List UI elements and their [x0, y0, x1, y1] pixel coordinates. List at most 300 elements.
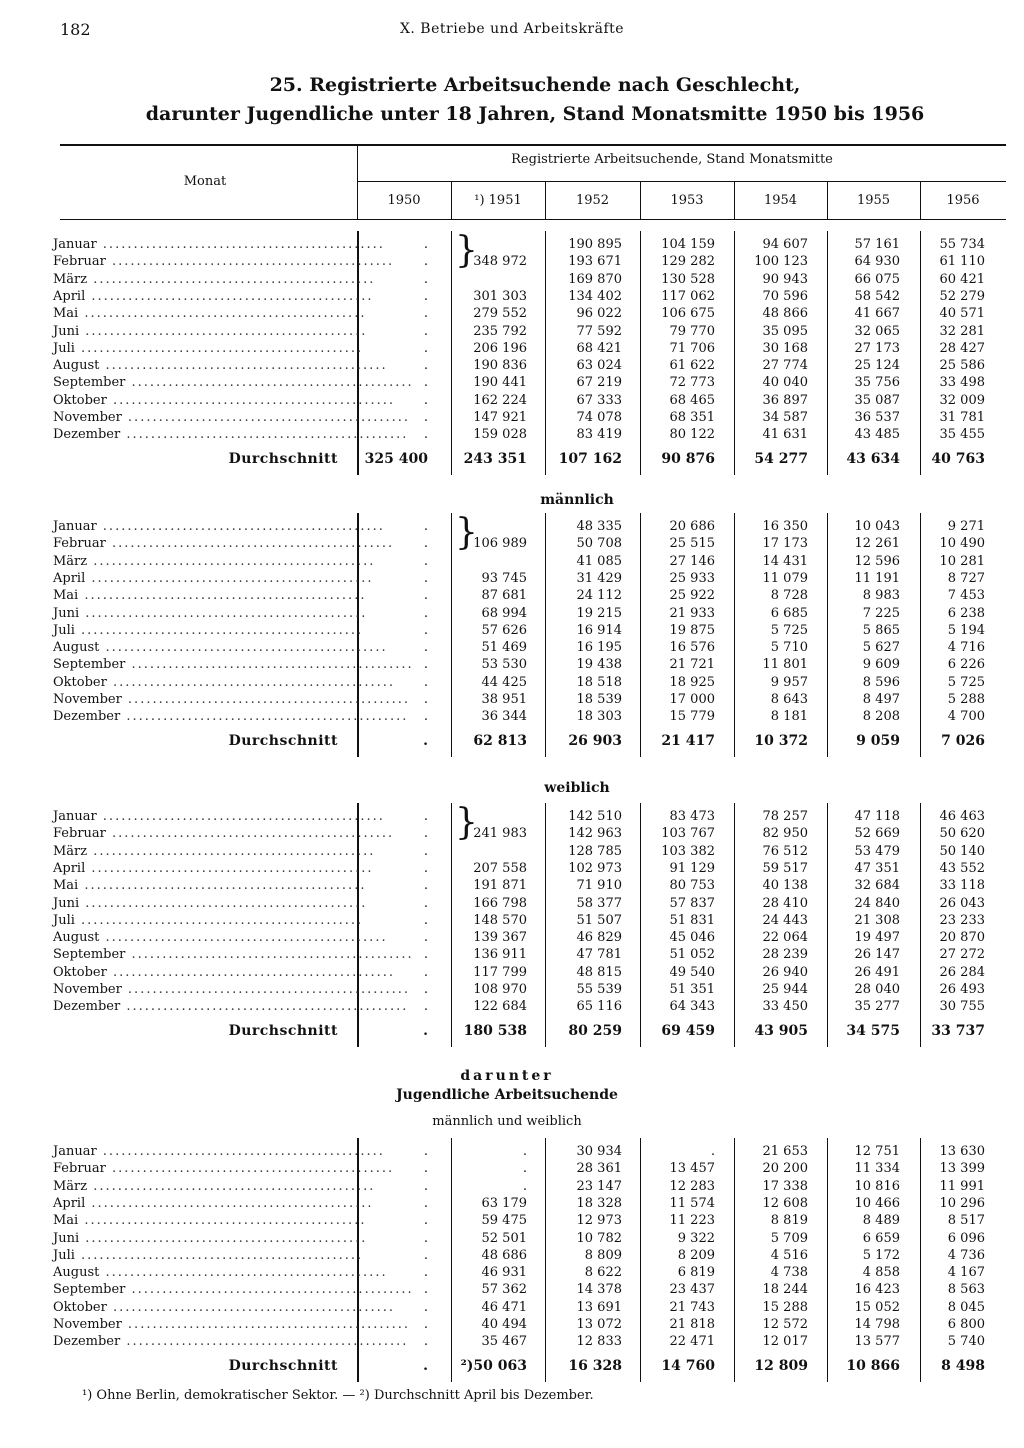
table-cell: .	[423, 1213, 428, 1229]
table-cell: 21 308	[854, 912, 900, 928]
month-label	[53, 271, 376, 287]
leader-dots: ..............................................	[121, 692, 411, 707]
table-cell: 5 288	[947, 692, 985, 707]
table-cell: 16 195	[576, 640, 622, 656]
table-cell: 15 052	[854, 1299, 900, 1315]
table-cell: 32 684	[854, 878, 900, 894]
table-cell: 21 818	[669, 1317, 715, 1332]
month-name: Januar	[53, 519, 97, 534]
table-cell: 35 095	[762, 323, 808, 339]
table-cell: 19 438	[576, 657, 622, 673]
table-cell: 41 631	[762, 427, 808, 443]
table-cell: 4 736	[947, 1247, 985, 1263]
table-cell: 136 911	[473, 947, 527, 963]
leader-dots: ..............................................	[105, 826, 395, 842]
month-name: März	[53, 553, 88, 569]
table-cell: 12 017	[762, 1334, 808, 1350]
table-cell: 59 475	[481, 1213, 527, 1229]
table-cell: .	[522, 1144, 527, 1159]
header-mid-rule	[357, 181, 1006, 182]
table-cell: 68 994	[481, 605, 527, 621]
table-cell: 18 518	[576, 674, 622, 690]
table-cell: 21 721	[669, 657, 715, 673]
month-label	[53, 427, 409, 443]
month-label	[53, 323, 368, 339]
average-cell: 62 813	[473, 732, 527, 749]
leader-dots: ..............................................	[106, 964, 396, 980]
leader-dots: ..............................................	[74, 912, 364, 928]
table-cell: .	[522, 1178, 527, 1194]
table-cell: 49 540	[669, 964, 715, 980]
table-cell: .	[423, 878, 428, 894]
table-cell: .	[423, 999, 428, 1015]
table-cell: 27 272	[939, 947, 985, 963]
table-cell: 8 596	[862, 674, 900, 690]
table-cell: 26 284	[939, 964, 985, 980]
month-name: Oktober	[53, 674, 107, 690]
month-label	[53, 358, 388, 374]
table-cell: 26 043	[939, 895, 985, 911]
table-cell: 40 494	[481, 1317, 527, 1332]
leader-dots: ..............................................	[74, 622, 364, 638]
month-name: Juli	[53, 912, 75, 928]
table-cell: .	[423, 674, 428, 690]
month-label	[53, 640, 388, 656]
month-label	[53, 1334, 409, 1350]
table-cell: 52 669	[854, 826, 900, 842]
month-name: Juni	[53, 605, 80, 621]
month-label	[53, 1195, 374, 1211]
table-cell: 35 756	[854, 375, 900, 391]
month-label	[53, 1144, 385, 1159]
table-cell: .	[423, 519, 428, 534]
table-cell: 43 552	[939, 860, 985, 876]
table-cell: 18 539	[576, 692, 622, 707]
table-cell: 18 328	[576, 1195, 622, 1211]
month-label	[53, 1178, 376, 1194]
table-cell: .	[423, 692, 428, 707]
table-cell: 41 085	[576, 553, 622, 569]
table-cell: 30 934	[576, 1144, 622, 1159]
month-label	[53, 912, 364, 928]
table-cell: 53 530	[481, 657, 527, 673]
table-cell: 17 000	[669, 692, 715, 707]
leader-dots: ..............................................	[125, 1282, 414, 1298]
month-label	[53, 657, 414, 673]
table-cell: 35 087	[854, 392, 900, 408]
table-cell: 44 425	[481, 674, 527, 690]
average-cell: ²)50 063	[460, 1357, 527, 1374]
table-cell: .	[423, 1230, 428, 1246]
table-cell: 8 643	[770, 692, 808, 707]
table-cell: 12 751	[854, 1144, 900, 1159]
table-cell: .	[423, 860, 428, 876]
table-cell: 72 773	[669, 375, 715, 391]
table-cell: 5 710	[770, 640, 808, 656]
average-cell: 7 026	[941, 732, 985, 749]
table-cell: 24 112	[576, 588, 622, 604]
table-cell: 16 423	[854, 1282, 900, 1298]
table-cell: .	[423, 254, 428, 270]
table-cell: 31 781	[939, 410, 985, 425]
table-cell: 48 686	[481, 1247, 527, 1263]
table-cell: 103 382	[661, 843, 715, 859]
month-label	[53, 930, 388, 946]
header-year: 1955	[856, 193, 891, 208]
table-cell: 74 078	[576, 410, 622, 425]
table-cell: 33 118	[939, 878, 985, 894]
leader-dots: ..............................................	[120, 427, 409, 443]
table-cell: 8 517	[947, 1213, 985, 1229]
table-cell: 8 045	[947, 1299, 985, 1315]
month-name: Juni	[53, 895, 80, 911]
month-label	[53, 254, 395, 270]
leader-dots: ..............................................	[85, 1195, 374, 1211]
month-name: Januar	[53, 237, 97, 252]
month-name: Mai	[53, 878, 79, 894]
table-cell: 8 181	[770, 709, 808, 725]
month-label	[53, 999, 409, 1015]
table-cell: 46 829	[576, 930, 622, 946]
table-cell: 6 659	[862, 1230, 900, 1246]
header-year: 1954	[763, 193, 798, 208]
table-cell: 12 261	[854, 536, 900, 552]
table-cell: 10 043	[854, 519, 900, 534]
header-year: 1953	[670, 193, 704, 208]
table-cell: 190 836	[473, 358, 527, 374]
table-cell: 18 925	[669, 674, 715, 690]
average-cell: 40 763	[931, 450, 985, 467]
month-name: August	[53, 640, 100, 656]
brace-glyph: }	[455, 512, 478, 553]
month-label	[53, 288, 374, 304]
table-cell: 5 725	[947, 674, 985, 690]
section-label-weiblich: weiblich	[544, 780, 610, 796]
table-cell: 31 429	[576, 570, 622, 586]
table-cell: 63 024	[576, 358, 622, 374]
table-cell: 55 539	[576, 982, 622, 997]
table-cell: 8 563	[947, 1282, 985, 1298]
month-name: Februar	[53, 1161, 106, 1177]
table-cell: 90 943	[762, 271, 808, 287]
table-cell: 6 226	[947, 657, 985, 673]
table-cell: 4 858	[862, 1265, 900, 1281]
table-cell: 8 497	[862, 692, 900, 707]
leader-dots: ..............................................	[87, 1178, 376, 1194]
table-cell: 10 490	[939, 536, 985, 552]
month-name: Dezember	[53, 1334, 121, 1350]
table-cell: 5 709	[770, 1230, 808, 1246]
table-cell: .	[423, 570, 428, 586]
month-label	[53, 622, 364, 638]
table-cell: 8 728	[770, 588, 808, 604]
table-cell: 28 239	[762, 947, 808, 963]
table-cell: 6 819	[677, 1265, 715, 1281]
table-cell: .	[423, 709, 428, 725]
table-cell: 11 801	[762, 657, 808, 673]
table-cell: 34 587	[762, 410, 808, 425]
table-cell: 10 816	[854, 1178, 900, 1194]
table-cell: 11 191	[854, 570, 900, 586]
average-cell: 90 876	[661, 450, 715, 467]
month-name: September	[53, 375, 126, 391]
table-cell: 190 895	[568, 237, 622, 252]
table-cell: 166 798	[473, 895, 527, 911]
leader-dots: ..............................................	[85, 288, 374, 304]
table-cell: .	[423, 1247, 428, 1263]
table-cell: 10 782	[576, 1230, 622, 1246]
table-cell: 19 497	[854, 930, 900, 946]
table-cell: 26 940	[762, 964, 808, 980]
leader-dots: ..............................................	[87, 271, 376, 287]
table-cell: 128 785	[568, 843, 622, 859]
month-label	[53, 1299, 396, 1315]
table-title-line2: darunter Jugendliche unter 18 Jahren, Stand Monatsmitte 1950 bis 1956	[145, 103, 925, 125]
month-name: März	[53, 271, 88, 287]
month-label	[53, 306, 367, 322]
table-cell: 9 957	[770, 674, 808, 690]
average-label: Durchschnitt	[228, 732, 338, 749]
average-cell: 180 538	[463, 1022, 527, 1039]
table-cell: 207 558	[473, 860, 527, 876]
leader-dots: ..............................................	[125, 947, 414, 963]
month-name: August	[53, 930, 100, 946]
month-name: August	[53, 358, 100, 374]
month-name: September	[53, 947, 126, 963]
table-cell: 5 865	[862, 622, 900, 638]
table-cell: 14 378	[576, 1282, 622, 1298]
table-cell: 63 179	[481, 1195, 527, 1211]
table-cell: .	[423, 588, 428, 604]
table-cell: 61 622	[669, 358, 715, 374]
table-cell: 27 146	[669, 553, 715, 569]
table-cell: 33 450	[762, 999, 808, 1015]
table-cell: 91 129	[669, 860, 715, 876]
month-label	[53, 809, 385, 824]
table-cell: 52 279	[939, 288, 985, 304]
table-cell: 14 431	[762, 553, 808, 569]
brace-value: 241 983	[473, 826, 527, 842]
leader-dots: ..............................................	[79, 1230, 368, 1246]
month-label	[53, 1213, 367, 1229]
table-cell: 10 281	[939, 553, 985, 569]
leader-dots: ..............................................	[96, 809, 385, 824]
table-cell: 8 209	[677, 1247, 715, 1263]
table-cell: 169 870	[568, 271, 622, 287]
table-cell: 71 706	[669, 340, 715, 356]
table-cell: 12 973	[576, 1213, 622, 1229]
table-cell: 76 512	[762, 843, 808, 859]
table-cell: 65 116	[576, 999, 622, 1015]
table-cell: .	[423, 1334, 428, 1350]
month-name: April	[53, 860, 86, 876]
table-cell: 26 491	[854, 964, 900, 980]
table-cell: 12 283	[669, 1178, 715, 1194]
table-cell: .	[423, 964, 428, 980]
table-cell: 26 493	[939, 982, 985, 997]
leader-dots: ..............................................	[96, 519, 385, 534]
month-label	[53, 1161, 395, 1177]
table-cell: 30 168	[762, 340, 808, 356]
table-cell: 21 653	[762, 1144, 808, 1159]
month-name: Juli	[53, 340, 75, 356]
brace-glyph: }	[455, 230, 478, 271]
leader-dots: ..............................................	[125, 375, 414, 391]
month-name: April	[53, 288, 86, 304]
brace-glyph: }	[455, 802, 478, 843]
table-cell: 12 608	[762, 1195, 808, 1211]
table-cell: 106 675	[661, 306, 715, 322]
table-cell: 28 410	[762, 895, 808, 911]
table-cell: 57 362	[481, 1282, 527, 1298]
table-cell: 68 351	[669, 410, 715, 425]
table-cell: 5 725	[770, 622, 808, 638]
table-cell: 13 072	[576, 1317, 622, 1332]
table-cell: 9 322	[677, 1230, 715, 1246]
leader-dots: ..............................................	[106, 674, 396, 690]
table-cell: 5 172	[862, 1247, 900, 1263]
leader-dots: ..............................................	[85, 570, 374, 586]
table-cell: .	[423, 323, 428, 339]
average-cell: 16 328	[568, 1357, 622, 1374]
table-cell: 70 596	[762, 288, 808, 304]
table-cell: 36 344	[481, 709, 527, 725]
table-cell: 23 233	[939, 912, 985, 928]
table-cell: 61 110	[939, 254, 985, 270]
leader-dots: ..............................................	[99, 930, 388, 946]
leader-dots: ..............................................	[105, 254, 395, 270]
table-cell: 20 870	[939, 930, 985, 946]
footnote: ¹) Ohne Berlin, demokratischer Sektor. — ²) Durchschnitt April bis Dezember.	[82, 1388, 594, 1403]
table-cell: 38 951	[481, 692, 527, 707]
month-label	[53, 947, 414, 963]
month-label	[53, 392, 396, 408]
table-cell: 11 223	[669, 1213, 715, 1229]
table-cell: 9 271	[947, 519, 985, 534]
table-cell: 25 922	[669, 588, 715, 604]
table-cell: 27 173	[854, 340, 900, 356]
month-name: September	[53, 657, 126, 673]
table-cell: 35 455	[939, 427, 985, 443]
table-cell: 191 871	[473, 878, 527, 894]
table-cell: 159 028	[473, 427, 527, 443]
table-cell: 36 537	[854, 410, 900, 425]
table-cell: .	[423, 288, 428, 304]
table-cell: 60 421	[939, 271, 985, 287]
table-cell: 40 138	[762, 878, 808, 894]
month-name: Dezember	[53, 427, 121, 443]
table-cell: .	[710, 1144, 715, 1159]
table-cell: 100 123	[754, 254, 808, 270]
month-label	[53, 1247, 364, 1263]
table-cell: 7 225	[862, 605, 900, 621]
leader-dots: ..............................................	[78, 306, 367, 322]
table-cell: 11 574	[669, 1195, 715, 1211]
table-cell: 23 147	[576, 1178, 622, 1194]
average-cell: .	[423, 1022, 428, 1039]
month-label	[53, 588, 367, 604]
header-year: 1952	[575, 193, 610, 208]
table-cell: .	[423, 1317, 428, 1332]
table-cell: .	[423, 1195, 428, 1211]
table-cell: 51 831	[669, 912, 715, 928]
table-cell: .	[423, 392, 428, 408]
table-cell: 20 200	[762, 1161, 808, 1177]
table-cell: 6 096	[947, 1230, 985, 1246]
month-label	[53, 519, 385, 534]
table-cell: .	[423, 605, 428, 621]
month-label	[53, 895, 368, 911]
table-cell: 117 062	[661, 288, 715, 304]
table-cell: 13 457	[669, 1161, 715, 1177]
table-cell: .	[423, 843, 428, 859]
average-cell: 14 760	[661, 1357, 715, 1374]
running-head: X. Betriebe und Arbeitskräfte	[399, 21, 625, 37]
leader-dots: ..............................................	[105, 536, 395, 552]
month-label	[53, 982, 411, 997]
average-cell: 21 417	[661, 732, 715, 749]
month-name: Januar	[53, 1144, 97, 1159]
section-label-maennlich: männlich	[540, 492, 614, 508]
table-cell: 35 467	[481, 1334, 527, 1350]
table-cell: 6 238	[947, 605, 985, 621]
table-cell: 18 303	[576, 709, 622, 725]
month-name: November	[53, 692, 122, 707]
leader-dots: ..............................................	[85, 860, 374, 876]
table-cell: .	[423, 826, 428, 842]
brace-value: 348 972	[473, 254, 527, 270]
table-cell: 47 118	[854, 809, 900, 824]
table-cell: 27 774	[762, 358, 808, 374]
month-name: Januar	[53, 809, 97, 824]
average-label: Durchschnitt	[228, 1022, 338, 1039]
table-cell: 57 837	[669, 895, 715, 911]
month-label	[53, 843, 376, 859]
header-top-rule	[60, 144, 1006, 146]
month-label	[53, 375, 414, 391]
leader-dots: ..............................................	[96, 1144, 385, 1159]
table-cell: 24 443	[762, 912, 808, 928]
leader-dots: ..............................................	[120, 709, 409, 725]
table-cell: 48 335	[576, 519, 622, 534]
table-cell: 21 743	[669, 1299, 715, 1315]
table-cell: 93 745	[481, 570, 527, 586]
month-name: Juni	[53, 323, 80, 339]
average-cell: 43 905	[754, 1022, 808, 1039]
table-cell: .	[423, 1144, 428, 1159]
month-name: Juli	[53, 1247, 75, 1263]
month-name: Mai	[53, 306, 79, 322]
month-name: Februar	[53, 254, 106, 270]
leader-dots: ..............................................	[87, 843, 376, 859]
table-cell: 235 792	[473, 323, 527, 339]
table-cell: 58 542	[854, 288, 900, 304]
average-cell: .	[423, 732, 428, 749]
table-cell: 8 983	[862, 588, 900, 604]
table-cell: 13 577	[854, 1334, 900, 1350]
table-cell: 80 122	[669, 427, 715, 443]
month-label	[53, 709, 409, 725]
table-cell: 25 586	[939, 358, 985, 374]
leader-dots: ..............................................	[99, 358, 388, 374]
leader-dots: ..............................................	[120, 1334, 409, 1350]
table-cell: 50 140	[939, 843, 985, 859]
table-cell: 5 740	[947, 1334, 985, 1350]
table-cell: 6 800	[947, 1317, 985, 1332]
table-cell: 13 630	[939, 1144, 985, 1159]
table-cell: 16 914	[576, 622, 622, 638]
table-cell: 4 516	[770, 1247, 808, 1263]
